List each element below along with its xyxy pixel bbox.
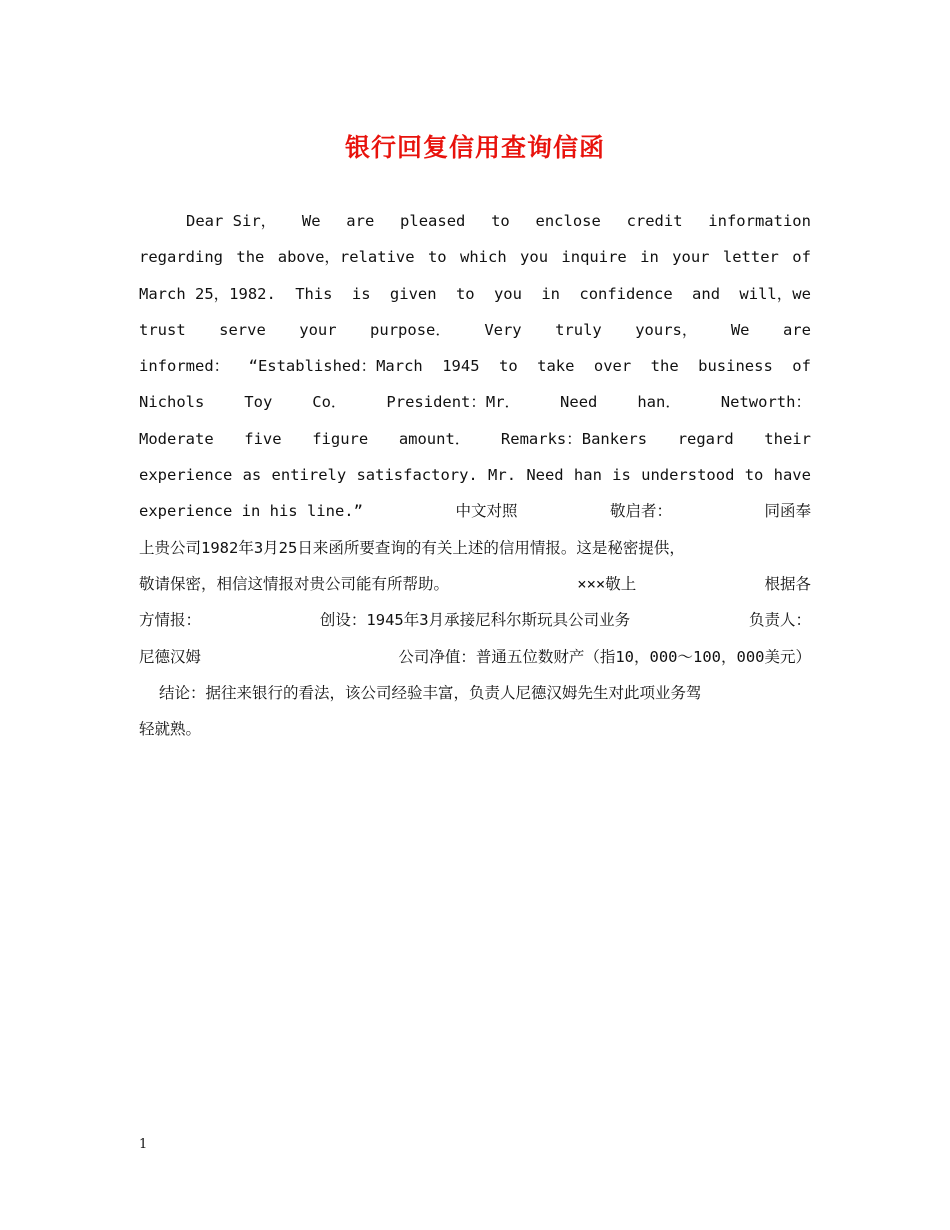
- text-segment: are: [782, 320, 811, 339]
- text-segment: Mr.: [488, 466, 517, 485]
- text-segment: Need: [560, 393, 598, 412]
- text-segment: business: [698, 357, 773, 376]
- text-segment: to: [744, 466, 764, 485]
- text-segment: which: [460, 248, 507, 267]
- text-segment: your: [299, 320, 337, 339]
- text-segment: to: [498, 357, 518, 376]
- text-segment: yours，: [635, 320, 698, 339]
- text-segment: Co．: [312, 393, 347, 412]
- text-segment: figure: [312, 429, 369, 448]
- text-segment: regard: [677, 429, 734, 448]
- text-segment: in: [541, 284, 560, 303]
- text-segment: the: [650, 357, 679, 376]
- text-segment: given: [389, 284, 437, 303]
- text-line: [139, 566, 811, 602]
- text-segment: ×××敬上: [577, 574, 637, 593]
- text-segment: letter: [722, 248, 779, 267]
- text-segment: informed：: [139, 357, 230, 376]
- text-segment: 结论：据往来银行的看法，该公司经验丰富，负责人尼德汉姆先生对此项业务驾: [159, 683, 702, 702]
- text-segment: of: [792, 248, 811, 267]
- text-segment: Moderate: [139, 429, 214, 448]
- text-segment: confidence: [579, 284, 673, 303]
- text-line: [139, 711, 811, 747]
- text-segment: 同函奉: [764, 502, 811, 521]
- document-title: 银行回复信用查询信函: [344, 133, 605, 162]
- text-segment: pleased: [400, 212, 466, 230]
- text-segment: above，relative: [277, 248, 415, 267]
- text-segment: 敬启者：: [609, 502, 672, 521]
- text-line: [139, 602, 811, 638]
- text-line: [139, 348, 811, 384]
- text-line: [139, 203, 811, 239]
- text-segment: understood: [641, 466, 735, 485]
- text-line: [139, 384, 811, 420]
- text-segment: We: [730, 320, 750, 339]
- text-segment: 根据各: [764, 574, 811, 593]
- text-segment: and: [692, 284, 721, 303]
- text-segment: President：Mr．: [386, 393, 521, 412]
- text-segment: to: [427, 248, 447, 267]
- text-segment: to: [455, 284, 475, 303]
- text-segment: you: [520, 248, 549, 267]
- text-segment: Very: [484, 320, 522, 339]
- text-segment: 尼德汉姆: [139, 647, 202, 666]
- text-segment: 敬请保密，相信这情报对贵公司能有所帮助。: [139, 574, 450, 593]
- text-segment: of: [792, 357, 811, 376]
- text-segment: to: [491, 212, 510, 230]
- text-segment: purpose．: [370, 320, 451, 339]
- page-number: 1: [139, 1137, 148, 1152]
- text-segment: are: [346, 212, 375, 230]
- text-segment: you: [493, 284, 522, 303]
- text-segment: experience in his line.”: [139, 502, 363, 521]
- text-segment: their: [764, 429, 811, 448]
- text-segment: 1945: [442, 357, 480, 376]
- text-segment: as: [242, 466, 262, 485]
- text-segment: have: [773, 466, 811, 485]
- text-segment: is: [351, 284, 371, 303]
- text-segment: This: [295, 284, 333, 303]
- text-segment: in: [640, 248, 659, 267]
- text-segment: 上贵公司1982年3月25日来函所要查询的有关上述的信用情报。这是秘密提供，: [139, 538, 685, 557]
- text-segment: 负责人：: [748, 611, 811, 630]
- text-segment: take: [537, 357, 575, 376]
- text-segment: trust: [139, 320, 186, 339]
- text-segment: credit: [626, 212, 683, 230]
- text-segment: Need: [526, 466, 564, 485]
- text-segment: Remarks：Bankers: [500, 429, 648, 448]
- text-line: [139, 530, 811, 566]
- text-line: [139, 493, 811, 529]
- text-segment: amount．: [398, 429, 471, 448]
- text-segment: March 25，1982.: [139, 284, 276, 303]
- text-segment: entirely: [271, 466, 347, 485]
- text-segment: serve: [219, 320, 266, 339]
- text-segment: truly: [555, 320, 602, 339]
- text-line: [139, 675, 811, 711]
- text-segment: five: [244, 429, 282, 448]
- text-segment: 中文对照: [455, 502, 518, 521]
- text-segment: 公司净值：普通五位数财产（指10，000～100，000美元）: [398, 647, 811, 666]
- text-line: [139, 239, 811, 275]
- text-segment: information: [708, 212, 811, 230]
- text-segment: We: [301, 212, 321, 230]
- text-segment: over: [593, 357, 632, 376]
- text-line: [139, 639, 811, 675]
- text-segment: 创设：1945年3月承接尼科尔斯玩具公司业务: [319, 611, 631, 630]
- text-segment: Networth：: [720, 393, 811, 412]
- text-segment: the: [236, 248, 265, 267]
- text-segment: inquire: [561, 248, 627, 267]
- text-segment: Toy: [244, 393, 273, 412]
- text-segment: regarding: [139, 248, 223, 267]
- text-segment: satisfactory.: [356, 466, 478, 485]
- text-segment: experience: [139, 466, 233, 485]
- text-line: [139, 421, 811, 457]
- text-line: [139, 276, 811, 312]
- text-segment: han: [573, 466, 602, 485]
- text-segment: Nichols: [139, 393, 205, 412]
- text-segment: will，we: [739, 284, 811, 303]
- text-segment: 方情报：: [139, 611, 202, 630]
- text-segment: is: [612, 466, 631, 485]
- text-segment: enclose: [535, 212, 601, 230]
- text-segment: han．: [637, 393, 681, 412]
- text-segment: your: [672, 248, 710, 267]
- text-segment: Dear Sir，: [186, 212, 277, 230]
- text-segment: “Established：March: [248, 357, 423, 376]
- text-segment: 轻就熟。: [139, 720, 202, 739]
- letter-body: [139, 203, 811, 747]
- text-line: [139, 457, 811, 493]
- text-line: [139, 312, 811, 348]
